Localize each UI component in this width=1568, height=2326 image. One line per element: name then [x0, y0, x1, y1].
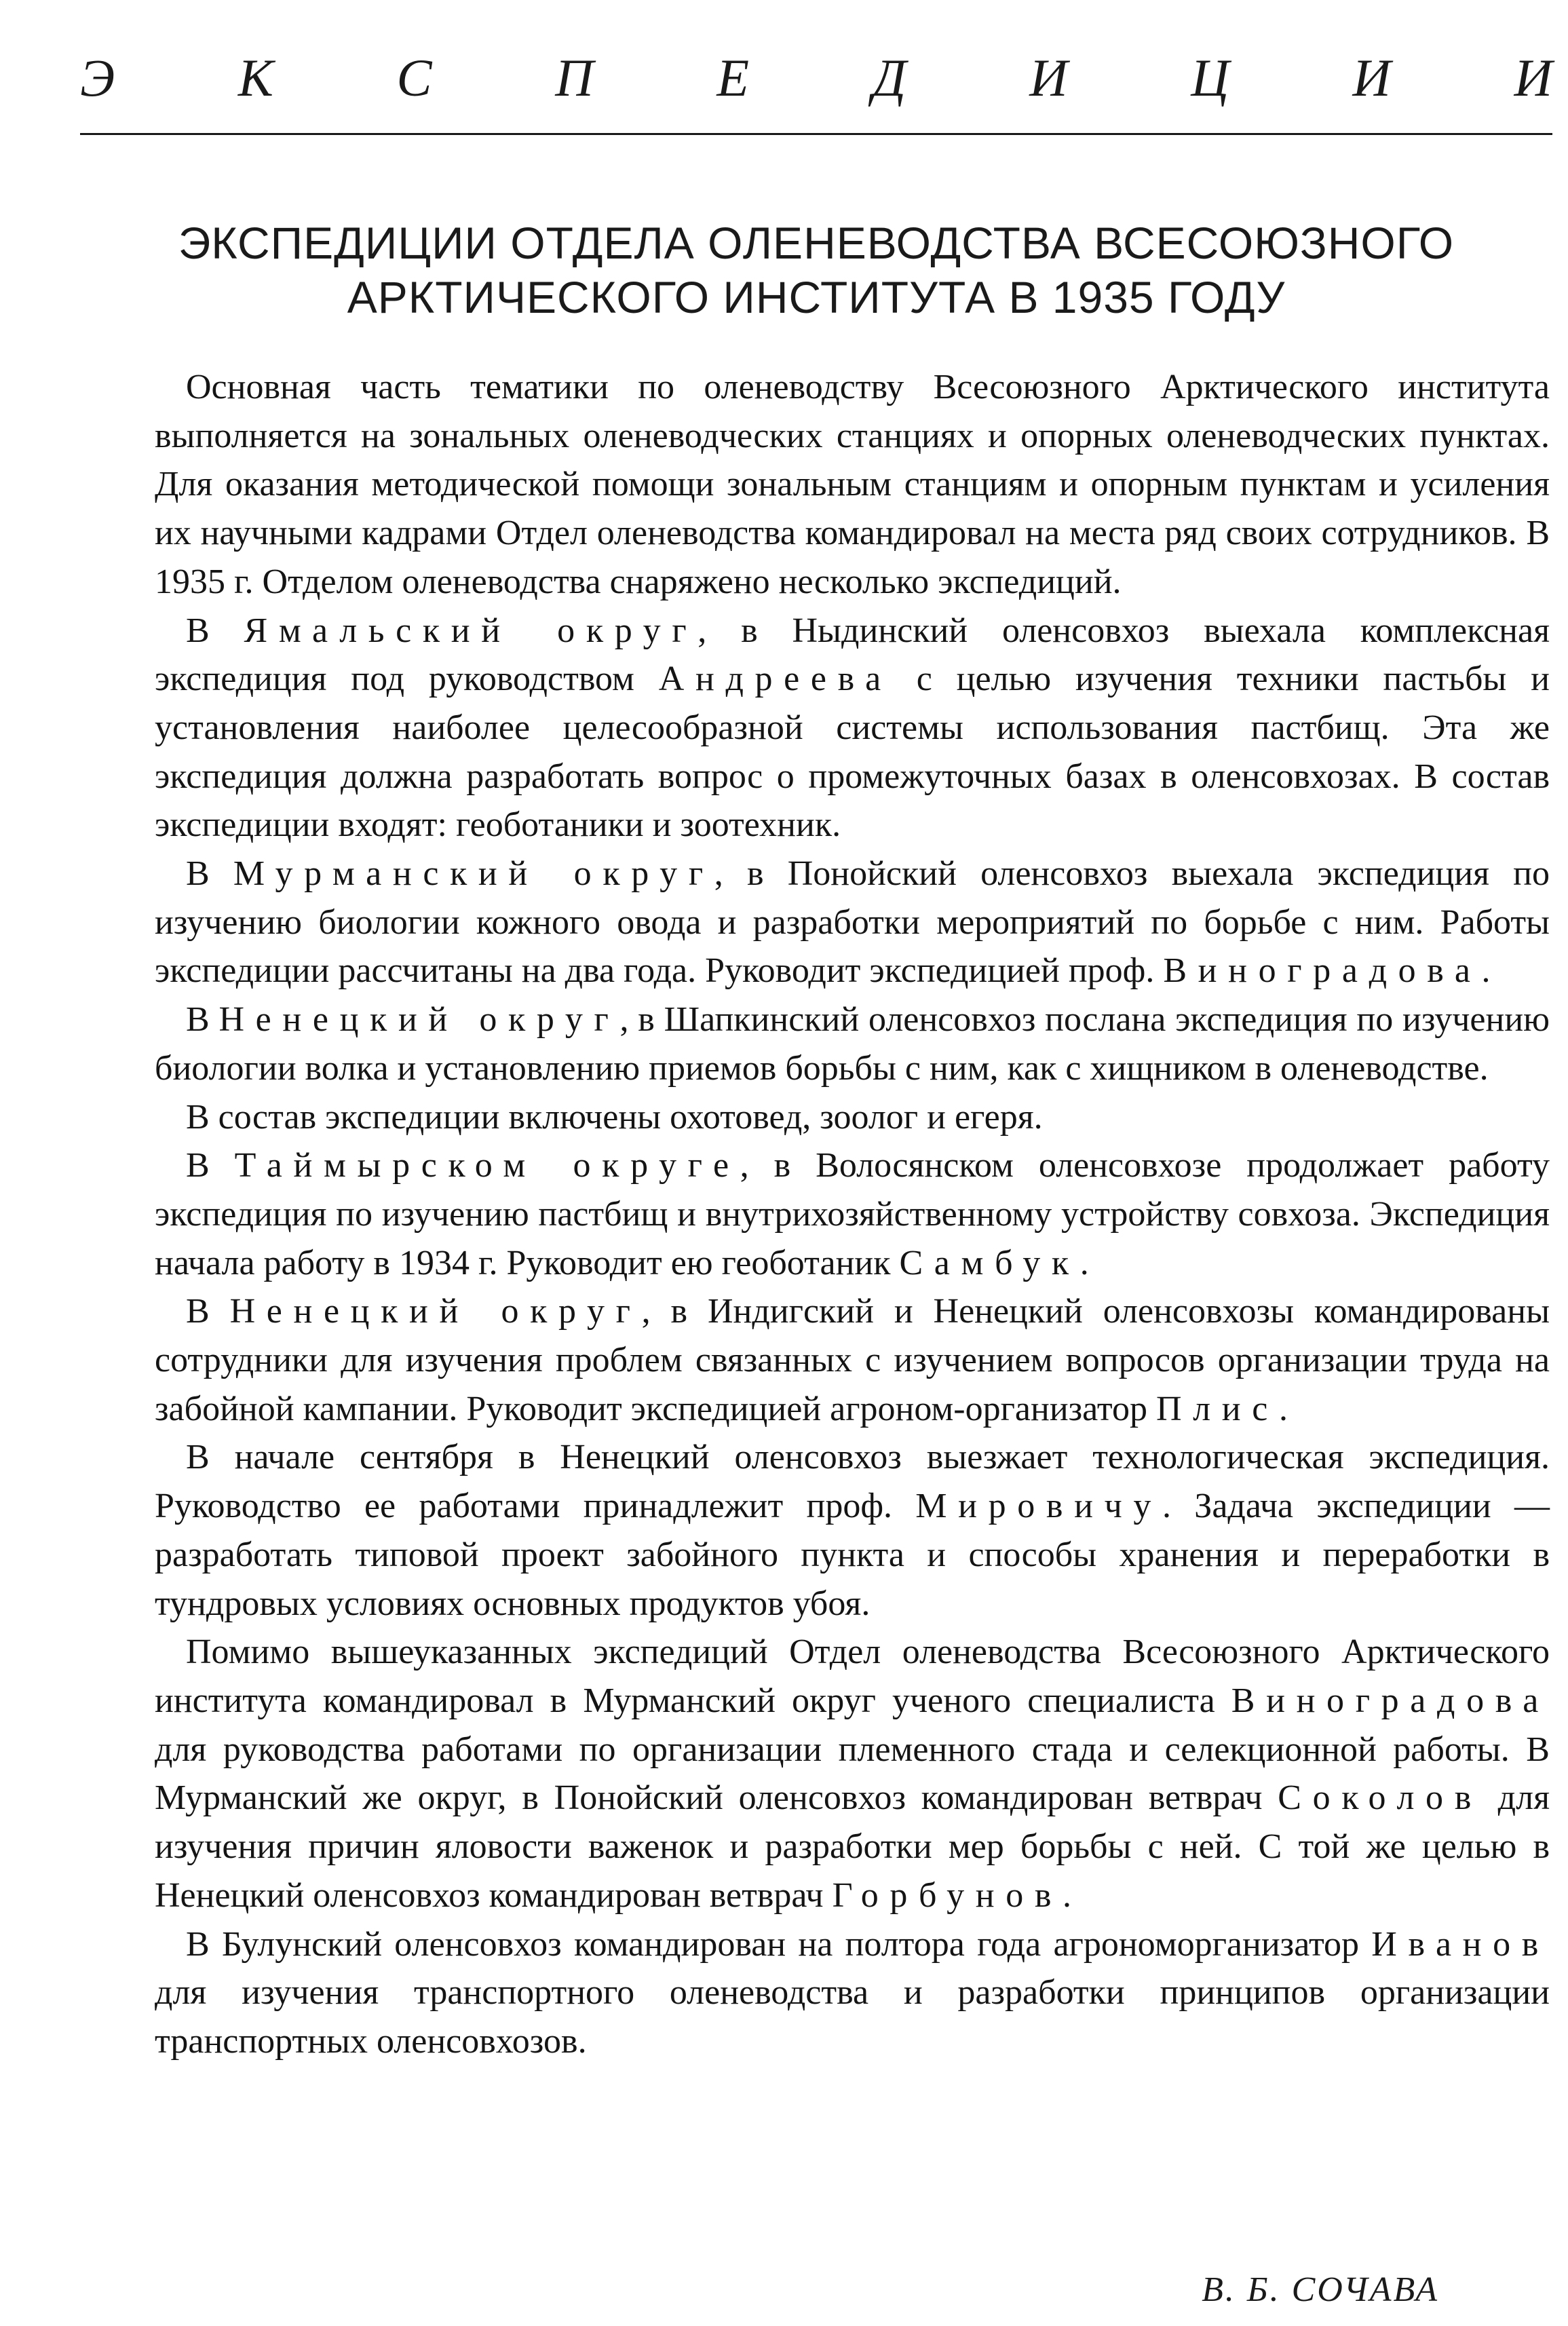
text-run: , в Понойский оленсовхоз выехала экспедиция по изучению биологии кожного овода и разработки мероприятий по борьбе с ним. Работы экспедиции рассчитаны на два года. Руководит экспедицией проф.	[155, 854, 1550, 991]
text-run: .	[1481, 951, 1491, 991]
running-head	[80, 47, 1552, 109]
paragraph	[155, 1093, 1550, 1142]
text-run: для изучения причин яловости важенок и разработки мер борьбы с ней. С той же целью в Ненецкий оленсовхоз командирован ветврач	[155, 1778, 1550, 1915]
spaced-emphasis: Мурманский округ	[233, 854, 714, 894]
running-head-letter: С	[396, 48, 432, 107]
spaced-emphasis: Виноградова	[1163, 951, 1482, 991]
text-run: , в Волосянском оленсовхозе продолжает работу экспедиция по изучению пастбищ и внутрихозяйственному устройству совхоза. Экспедиция начала работу в 1934 г. Руководит ею геоботаник	[155, 1146, 1550, 1282]
text-run: В Булунский оленсовхоз командирован на полтора года агрономорганизатор	[186, 1924, 1372, 1964]
paragraph	[155, 607, 1550, 850]
paragraph	[155, 363, 1550, 607]
article-title-line: АРКТИЧЕСКОГО ИНСТИТУТА В 1935 ГОДУ	[347, 272, 1286, 322]
text-run: В	[186, 854, 233, 894]
paragraph	[155, 1141, 1550, 1287]
text-run: Основная часть тематики по оленеводству Всесоюзного Арктического института выполняется на зональных оленеводческих станциях и опорных оленеводческих пунктах. Для оказания методической помощи зональным станциям и опорным пунктам и усиления их научными кадрами Отдел оленеводства командировал на места ряд своих сотрудников. В 1935 г. Отделом оленеводства снаряжено несколько экспедиций.	[155, 368, 1550, 601]
text-run: для изучения транспортного оленеводства и разработки принципов организации транспортных оленсовхозов.	[155, 1973, 1550, 2061]
spaced-emphasis: Мировичу	[915, 1487, 1162, 1526]
paragraph	[155, 850, 1550, 995]
running-head-letter: Ц	[1191, 48, 1229, 107]
running-head-letter: И	[1029, 48, 1068, 107]
text-run: , в Ныдинский оленсовхоз выехала комплексная экспедиция под руководством	[155, 611, 1550, 699]
text-run: В	[186, 1000, 219, 1040]
header-rule	[80, 133, 1552, 135]
running-head-letter: Е	[716, 48, 750, 107]
paragraph	[155, 1433, 1550, 1628]
spaced-emphasis: Ненецкий округ	[218, 1000, 620, 1040]
text-run: В состав экспедиции включены охотовед, зоолог и егеря.	[186, 1097, 1043, 1137]
spaced-emphasis: Соколов	[1278, 1778, 1483, 1818]
spaced-emphasis: Ненецкий округ	[229, 1292, 642, 1331]
article-title	[80, 216, 1552, 324]
running-head-letter: К	[237, 48, 273, 107]
spaced-emphasis: Иванов	[1371, 1924, 1550, 1964]
text-run: В	[186, 1292, 230, 1331]
spaced-emphasis: Ямальский округ	[244, 611, 698, 650]
text-run: Помимо вышеуказанных экспедиций Отдел оленеводства Всесоюзного Арктического института командировал в Мурманский округ ученого специалиста	[155, 1633, 1550, 1720]
running-head-letter: П	[555, 48, 594, 107]
running-head-letter: И	[1514, 48, 1552, 107]
text-run: В начале сентября в Ненецкий оленсовхоз выезжает технологическая экспедиция. Руководство ее работами принадлежит проф.	[155, 1438, 1550, 1526]
running-head-letter: Э	[80, 48, 115, 107]
text-run: В	[186, 1146, 235, 1185]
spaced-emphasis: Горбунов	[832, 1875, 1063, 1915]
spaced-emphasis: Андреева	[658, 660, 892, 699]
paragraph	[155, 1287, 1550, 1433]
text-run: .	[1278, 1389, 1288, 1428]
text-run: . Задача экспедиции — разработать типовой проект забойного пункта и способы хранения и переработки в тундровых условиях основных продуктов убоя.	[155, 1487, 1550, 1623]
paragraph	[155, 995, 1550, 1092]
text-run: для руководства работами по организации племенного стада и селекционной работы. В Мурманский же округ, в Понойский оленсовхоз командирован ветврач	[155, 1730, 1550, 1818]
spaced-emphasis: Таймырском округе	[234, 1146, 740, 1185]
running-head-letter: И	[1352, 48, 1391, 107]
article-title-line: ЭКСПЕДИЦИИ ОТДЕЛА ОЛЕНЕВОДСТВА ВСЕСОЮЗНОГО	[178, 218, 1455, 268]
paragraph	[155, 1920, 1550, 2066]
spaced-emphasis: Плис	[1155, 1389, 1279, 1428]
text-run: .	[1063, 1875, 1072, 1915]
text-run: .	[1079, 1243, 1089, 1282]
author-signature: В. Б. СОЧАВА	[1202, 2270, 1439, 2309]
spaced-emphasis: Виноградова	[1231, 1681, 1550, 1720]
running-head-letter: Д	[872, 48, 906, 107]
text-run: , в Шапкинский оленсовхоз послана экспедиция по изучению биологии волка и установлению приемов борьбы с ним, как с хищником в оленеводстве.	[155, 1000, 1550, 1088]
spaced-emphasis: Самбук	[899, 1243, 1080, 1282]
text-run: с целью изучения техники пастьбы и установления наиболее целесообразной системы использования пастбищ. Эта же экспедиция должна разработать вопрос о промежуточных базах в оленсовхозах. В состав экспедиции входят: геоботаники и зоотехник.	[155, 660, 1550, 845]
article-body	[155, 363, 1550, 2066]
text-run: В	[186, 611, 244, 650]
text-run: , в Индигский и Ненецкий оленсовхозы командированы сотрудники для изучения проблем связанных с изучением вопросов организации труда на забойной кампании. Руководит экспедицией агроном-организатор	[155, 1292, 1550, 1428]
paragraph	[155, 1628, 1550, 1920]
